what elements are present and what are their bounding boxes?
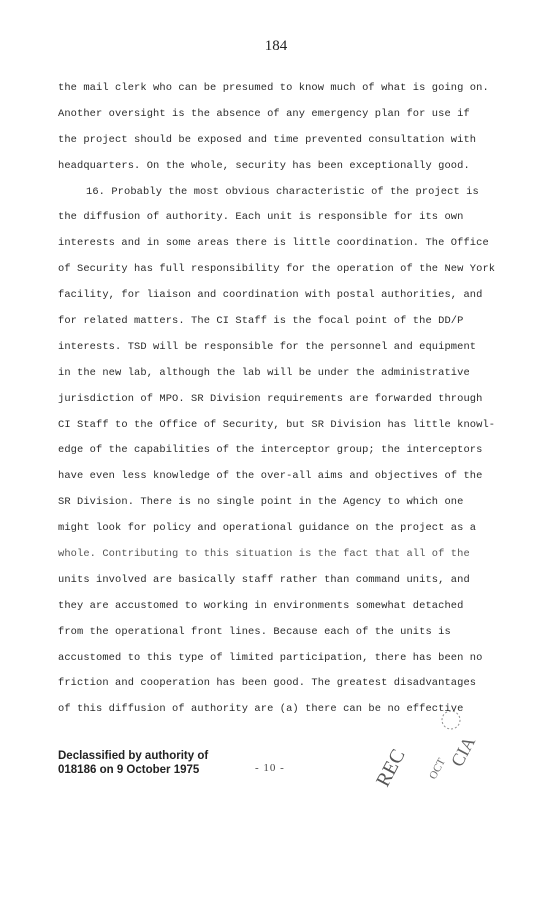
body-text	[58, 76, 498, 723]
text-line: jurisdiction of MPO. SR Division requirements are forwarded through	[58, 392, 483, 405]
text-line: units involved are basically staff rather than command units, and	[58, 573, 470, 586]
text-line: friction and cooperation has been good. The greatest disadvantages	[58, 677, 477, 690]
declassification-notice	[58, 749, 208, 777]
text-line: have even less knowledge of the over-all aims and objectives of the	[58, 470, 483, 483]
text-line: CI Staff to the Office of Security, but SR Division has little knowl-	[58, 418, 496, 431]
text-line: in the new lab, although the lab will be under the administrative	[58, 366, 470, 379]
stamp-seal-mark	[442, 711, 460, 729]
text-line: the diffusion of authority. Each unit is responsible for its own	[58, 211, 464, 224]
stamp-org: CIA	[446, 733, 480, 770]
stamp-month: OCT	[427, 756, 448, 782]
text-line: interests. TSD will be responsible for the personnel and equipment	[58, 340, 477, 353]
text-line: accustomed to this type of limited participation, there has been no	[58, 651, 483, 664]
text-line: whole. Contributing to this situation is the fact that all of the	[58, 548, 470, 561]
declassification-line-1: Declassified by authority of	[58, 750, 209, 762]
stamp-rec: REC	[371, 745, 410, 791]
text-line: the mail clerk who can be presumed to know much of what is going on.	[58, 82, 489, 94]
text-line: Another oversight is the absence of any emergency plan for use if	[58, 107, 470, 120]
text-line: they are accustomed to working in environments somewhat detached	[58, 599, 464, 612]
declassification-line-2: 018186 on 9 October 1975	[58, 764, 200, 776]
received-stamp	[365, 690, 485, 800]
text-line: interests and in some areas there is little coordination. The Office	[58, 237, 489, 250]
text-line: the project should be exposed and time prevented consultation with	[58, 133, 477, 146]
text-line: of Security has full responsibility for the operation of the New York	[58, 263, 496, 276]
text-line: facility, for liaison and coordination with postal authorities, and	[58, 289, 483, 302]
page-number: 184	[264, 38, 288, 54]
text-line: might look for policy and operational guidance on the project as a	[58, 522, 477, 535]
text-line: from the operational front lines. Because each of the units is	[58, 625, 451, 638]
text-line: SR Division. There is no single point in the Agency to which one	[58, 496, 464, 509]
paragraph-16-start: 16. Probably the most obvious characteristic of the project is	[86, 185, 479, 198]
text-line: for related matters. The CI Staff is the focal point of the DD/P	[58, 315, 464, 328]
text-line: of this diffusion of authority are (a) there can be no effective	[58, 703, 464, 716]
footer-page-number: - 10 -	[255, 762, 285, 774]
text-line: headquarters. On the whole, security has been exceptionally good.	[58, 159, 470, 172]
text-line: edge of the capabilities of the interceptor group; the interceptors	[58, 444, 483, 457]
